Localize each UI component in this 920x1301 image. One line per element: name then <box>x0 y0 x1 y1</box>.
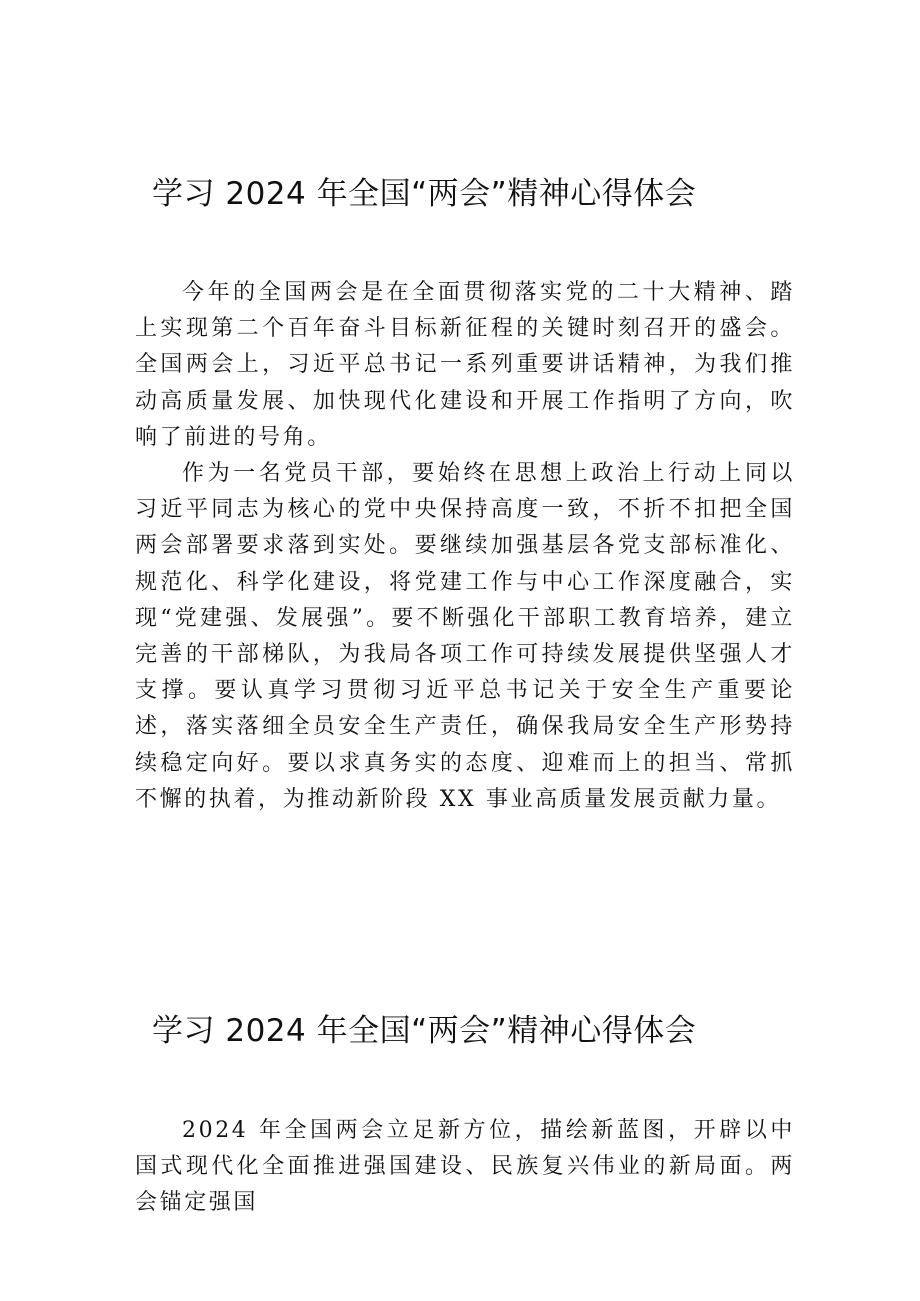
section-2-paragraph-1: 2024 年全国两会立足新方位，描绘新蓝图，开辟以中国式现代化全面推进强国建设、民族复兴伟业的新局面。两会锚定强国 <box>135 1118 795 1216</box>
section-2-body <box>135 1113 795 1222</box>
section-1-paragraph-2: 作为一名党员干部，要始终在思想上政治上行动上同以习近平同志为核心的党中央保持高度一致，不折不扣把全国两会部署要求落到实处。要继续加强基层各党支部标准化、规范化、科学化建设，将党建工作与中心工作深度融合，实现“党建强、发展强”。要不断强化干部职工教育培养，建立完善的干部梯队，为我局各项工作可持续发展提供坚强人才支撑。要认真学习贯彻习近平总书记关于安全生产重要论述，落实落细全员安全生产责任，确保我局安全生产形势持续稳定向好。要以求真务实的态度、迎难而上的担当、常抓不懈的执着，为推动新阶段 XX 事业高质量发展贡献力量。 <box>135 461 795 812</box>
section-2-title: 学习 2024 年全国“两会”精神心得体会 <box>152 1013 697 1049</box>
section-1-body <box>135 275 795 818</box>
section-1-title: 学习 2024 年全国“两会”精神心得体会 <box>152 176 697 212</box>
section-1-paragraph-1: 今年的全国两会是在全面贯彻落实党的二十大精神、踏上实现第二个百年奋斗目标新征程的关键时刻召开的盛会。全国两会上，习近平总书记一系列重要讲话精神，为我们推动高质量发展、加快现代化建设和开展工作指明了方向，吹响了前进的号角。 <box>135 280 795 450</box>
